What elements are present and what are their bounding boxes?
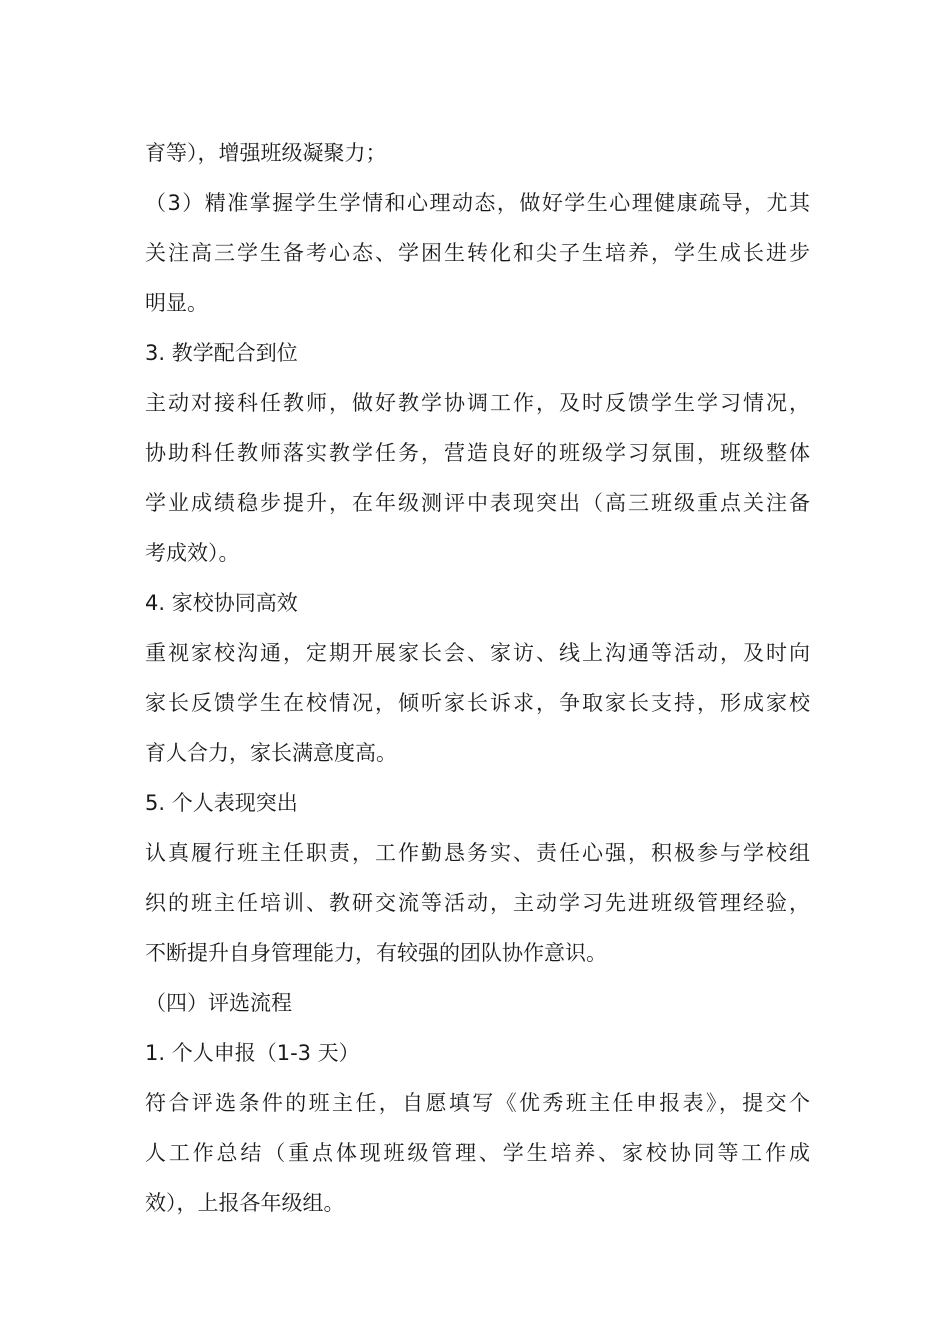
text-line: 效），上报各年级组。 [145, 1191, 345, 1215]
text-line: 符合评选条件的班主任，自愿填写《优秀班主任申报表》，提交个 [145, 1091, 810, 1115]
text-line: 家长反馈学生在校情况，倾听家长诉求，争取家长支持，形成家校 [145, 691, 810, 715]
text-line: 重视家校沟通，定期开展家长会、家访、线上沟通等活动，及时向 [145, 641, 810, 665]
text-line: 不断提升自身管理能力，有较强的团队协作意识。 [145, 941, 607, 965]
text-line: 织的班主任培训、教研交流等活动，主动学习先进班级管理经验， [145, 891, 810, 915]
text-line: （3）精准掌握学生学情和心理动态，做好学生心理健康疏导，尤其 [145, 191, 810, 215]
section-heading: （四）评选流程 [145, 991, 292, 1015]
text-line: 人工作总结（重点体现班级管理、学生培养、家校协同等工作成 [145, 1141, 810, 1165]
section-heading: 4. 家校协同高效 [145, 591, 298, 615]
text-line: 育等），增强班级凝聚力； [145, 141, 387, 165]
text-line: 学业成绩稳步提升，在年级测评中表现突出（高三班级重点关注备 [145, 491, 810, 515]
section-heading: 5. 个人表现突出 [145, 791, 298, 815]
document-body [145, 128, 810, 1228]
text-line: 主动对接科任教师，做好教学协调工作，及时反馈学生学习情况， [145, 391, 810, 415]
section-heading: 3. 教学配合到位 [145, 341, 298, 365]
text-line: 协助科任教师落实教学任务，营造良好的班级学习氛围，班级整体 [145, 441, 810, 465]
text-line: 考成效）。 [145, 541, 240, 565]
text-line: 育人合力，家长满意度高。 [145, 741, 397, 765]
text-line: 认真履行班主任职责，工作勤恳务实、责任心强，积极参与学校组 [145, 841, 810, 865]
section-heading: 1. 个人申报（1-3 天） [145, 1041, 360, 1065]
text-line: 明显。 [145, 291, 208, 315]
text-line: 关注高三学生备考心态、学困生转化和尖子生培养，学生成长进步 [145, 241, 810, 265]
